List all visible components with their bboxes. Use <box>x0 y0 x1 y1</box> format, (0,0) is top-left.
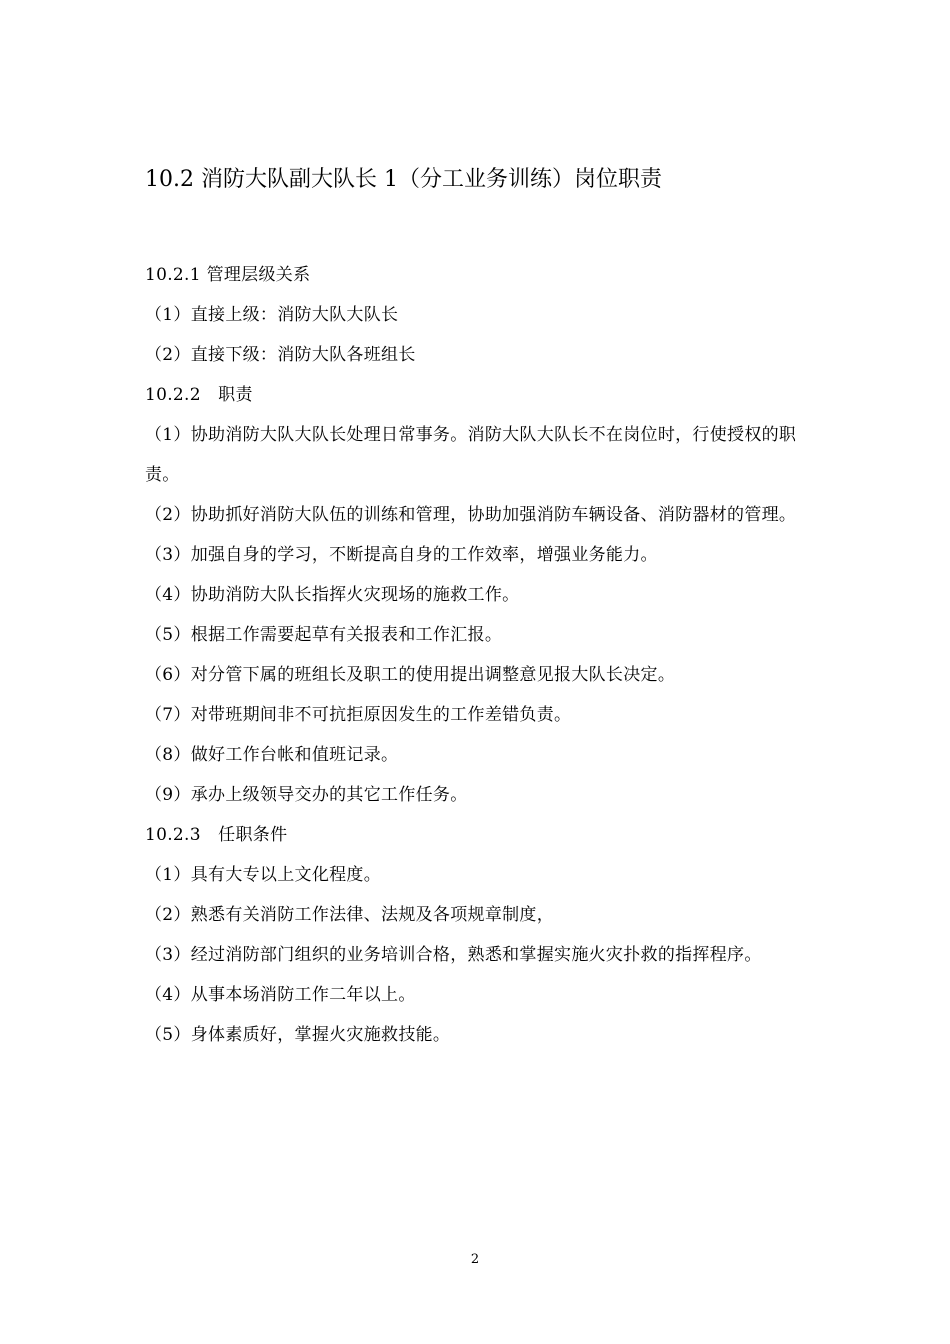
list-item: （4）从事本场消防工作二年以上。 <box>145 985 416 1005</box>
section-heading-duties: 10.2.2 职责 <box>145 385 253 405</box>
list-item: （8）做好工作台帐和值班记录。 <box>145 745 399 765</box>
page-title: 10.2 消防大队副大队长 1（分工业务训练）岗位职责 <box>145 167 662 192</box>
list-item: （2）协助抓好消防大队伍的训练和管理，协助加强消防车辆设备、消防器材的管理。 <box>145 505 797 525</box>
list-item: （2）直接下级：消防大队各班组长 <box>145 345 416 365</box>
list-item: （1）直接上级：消防大队大队长 <box>145 305 399 325</box>
list-item: （2）熟悉有关消防工作法律、法规及各项规章制度， <box>145 905 555 925</box>
section-heading-qualifications: 10.2.3 任职条件 <box>145 825 288 845</box>
section-heading-hierarchy: 10.2.1 管理层级关系 <box>145 265 311 285</box>
list-item: （5）根据工作需要起草有关报表和工作汇报。 <box>145 625 503 645</box>
document-body <box>145 255 805 1055</box>
list-item: （9）承办上级领导交办的其它工作任务。 <box>145 785 468 805</box>
list-item: （3）加强自身的学习，不断提高自身的工作效率，增强业务能力。 <box>145 545 658 565</box>
page-number: 2 <box>470 1252 480 1267</box>
list-item: （5）身体素质好，掌握火灾施救技能。 <box>145 1025 451 1045</box>
list-item: （4）协助消防大队长指挥火灾现场的施救工作。 <box>145 585 520 605</box>
list-item: （3）经过消防部门组织的业务培训合格，熟悉和掌握实施火灾扑救的指挥程序。 <box>145 945 762 965</box>
list-item: （6）对分管下属的班组长及职工的使用提出调整意见报大队长决定。 <box>145 665 676 685</box>
list-item: （1）具有大专以上文化程度。 <box>145 865 382 885</box>
list-item: （7）对带班期间非不可抗拒原因发生的工作差错负责。 <box>145 705 572 725</box>
list-item: （1）协助消防大队大队长处理日常事务。消防大队大队长不在岗位时，行使授权的职责。 <box>145 425 797 485</box>
